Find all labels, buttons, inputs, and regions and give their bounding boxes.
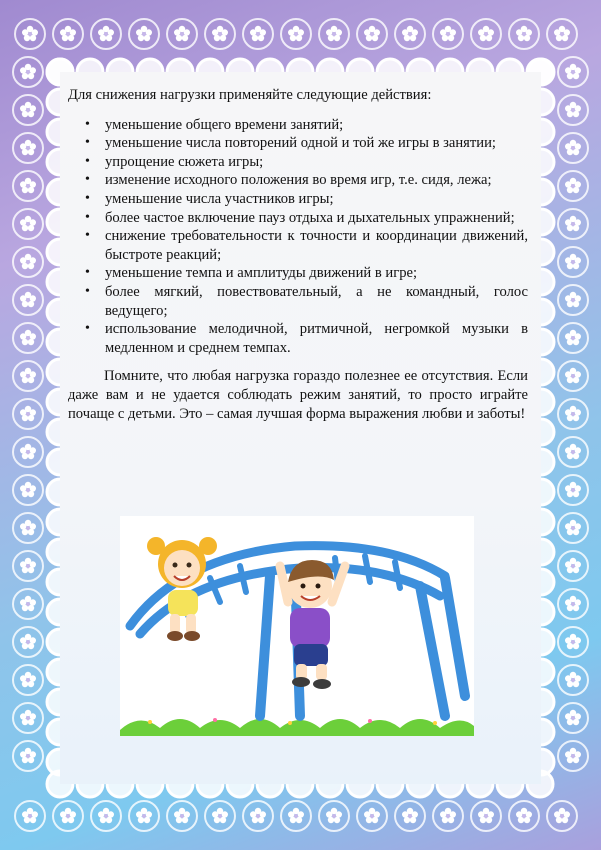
list-item: • более мягкий, повествовательный, а не командный, голос ведущего;: [85, 283, 528, 319]
list-item: • снижение требовательности к точности и координации движений, быстроте реакций;: [85, 228, 528, 263]
list-item: • изменение исходного положения во время игр, т.е. сидя, лежа;: [85, 172, 492, 189]
bullet-icon: •: [85, 209, 90, 225]
bullet-icon: •: [85, 190, 90, 206]
bullet-icon: •: [85, 172, 90, 188]
actions-list: [68, 116, 528, 358]
list-item: • упрощение сюжета игры;: [85, 153, 264, 170]
text-content: [68, 86, 528, 423]
list-item: • использование мелодичной, ритмичной, негромкой музыки в медленном и среднем темпах.: [85, 321, 528, 356]
list-item: • уменьшение числа участников игры;: [85, 190, 334, 207]
children-playground-illustration: [120, 516, 474, 736]
list-item: • уменьшение темпа и амплитуды движений в игре;: [85, 265, 418, 282]
bullet-icon: •: [85, 265, 90, 281]
list-item: • более частое включение пауз отдыха и дыхательных упражнений;: [85, 209, 515, 226]
list-item: • уменьшение общего времени занятий;: [85, 116, 344, 133]
bullet-icon: •: [85, 283, 90, 299]
bullet-icon: •: [85, 116, 90, 132]
bullet-icon: •: [85, 135, 90, 151]
bullet-icon: •: [85, 228, 90, 244]
bullet-icon: •: [85, 321, 90, 337]
bullet-icon: •: [85, 153, 90, 169]
closing-paragraph: Помните, что любая нагрузка гораздо полезнее ее отсутствия. Если даже вам и не удается соблюдать режим занятий, то просто играйте почаще с детьми. Это – самая лучшая форма выражения любви и заботы!: [68, 368, 528, 422]
intro-paragraph: Для снижения нагрузки применяйте следующие действия:: [68, 87, 432, 103]
list-item: • уменьшение числа повторений одной и той же игры в занятии;: [85, 135, 496, 152]
